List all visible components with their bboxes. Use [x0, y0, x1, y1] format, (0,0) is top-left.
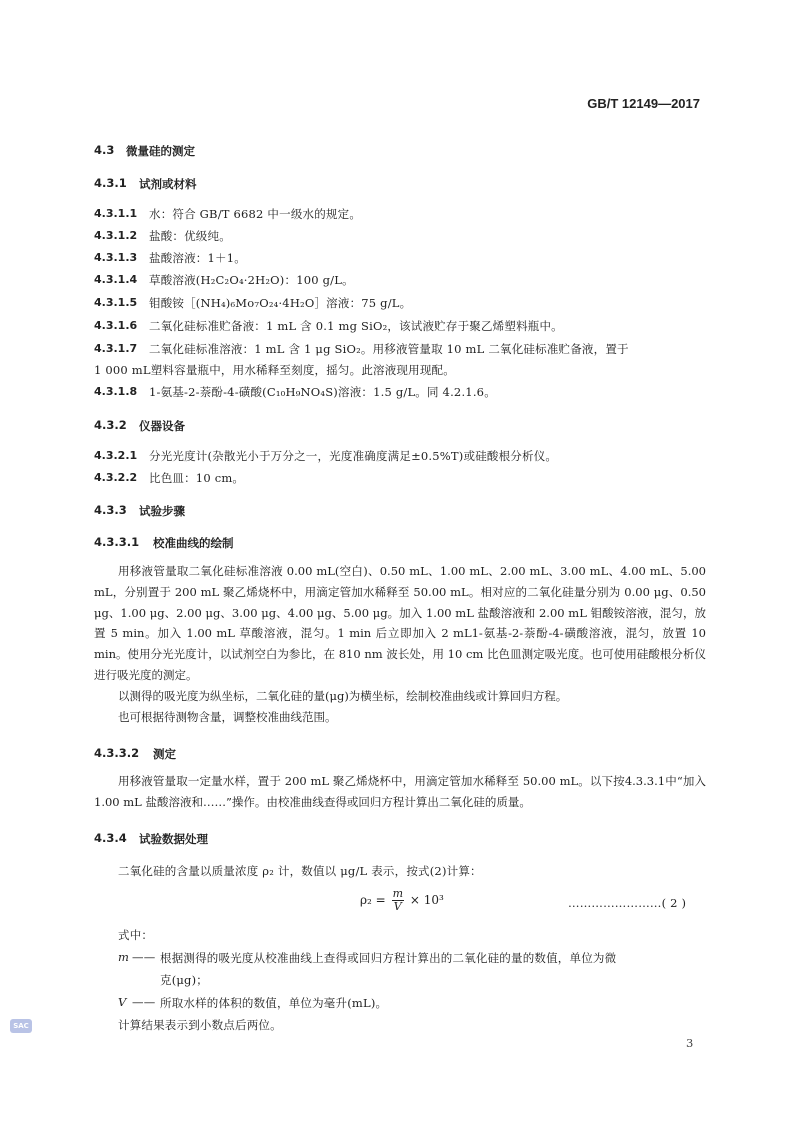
- clause-text: 水：符合 GB/T 6682 中一级水的规定。: [149, 207, 362, 221]
- paragraph-text: 用移液管量取二氧化硅标准溶液 0.00 mL(空白)、0.50 mL、1.00 mL、2.00 mL、3.00 mL、4.00 mL、5.00 mL，分别置于 200 mL 聚乙烯烧杯中，用滴定管加水稀释至 50.00 mL。相对应的二氧化硅量分别为 0.00 μg、0.50 μg、1.00 μg、2.00 μg、3.00 μg、4.00 μg、5.00 μg。加入 1.00 mL 盐酸溶液和 2.00 mL 钼酸铵溶液，混匀，放置 5 min。加入 1.00 mL 草酸溶液，混匀。1 min 后立即加入 2 mL1-氨基-2-萘酚-4-磺酸溶液，混匀，放置 10 min。使用分光光度计，以试剂空白为参比，在 810 nm 波长处，用 10 cm 比色皿测定吸光度。也可使用硅酸根分析仪进行吸光度的测定。: [94, 564, 706, 682]
- clause-text-continued: 1 000 mL塑料容量瓶中，用水稀释至刻度，摇匀。此溶液现用现配。: [94, 363, 455, 377]
- clause-text: 草酸溶液(H₂C₂O₄·2H₂O)：100 g/L。: [149, 273, 354, 287]
- section-4-3-1-number: 4.3.1: [94, 176, 127, 190]
- clause-number: 4.3.2.1: [94, 449, 138, 462]
- section-4-3-3-2-title: 测定: [153, 747, 176, 761]
- formula-fraction: [392, 888, 404, 913]
- section-4-3-3-2-number: 4.3.3.2: [94, 746, 140, 760]
- variable-symbol: m: [118, 950, 130, 964]
- formula-rhs: × 10³: [409, 893, 444, 907]
- variable-dash: ——: [132, 995, 156, 1009]
- section-4-3-3-1-title: 校准曲线的绘制: [153, 536, 234, 550]
- formula-numerator: m: [392, 887, 403, 900]
- clause-number: 4.3.1.4: [94, 273, 138, 286]
- sac-logo: SAC: [10, 1019, 32, 1033]
- where-label: 式中：: [118, 928, 154, 942]
- section-4-3-3-title: 试验步骤: [139, 504, 185, 518]
- clause-text: 钼酸铵［(NH₄)₆Mo₇O₂₄·4H₂O］溶液：75 g/L。: [149, 296, 412, 310]
- formula-lhs: ρ₂ =: [360, 893, 386, 907]
- variable-definition: 所取水样的体积的数值，单位为毫升(mL)。: [160, 996, 388, 1010]
- measurement-paragraph: [94, 771, 706, 813]
- clause-text: 分光光度计(杂散光小于万分之一，光度准确度满足±0.5%T)或硅酸根分析仪。: [149, 449, 558, 463]
- formula-2: [360, 888, 444, 913]
- section-4-3-number: 4.3: [94, 143, 115, 157]
- calibration-paragraph: [94, 561, 706, 727]
- result-precision-note: 计算结果表示到小数点后两位。: [118, 1018, 282, 1032]
- variable-symbol: V: [118, 995, 127, 1009]
- section-4-3-3-1-number: 4.3.3.1: [94, 535, 140, 549]
- variable-dash: ——: [132, 950, 156, 964]
- clause-number: 4.3.1.6: [94, 319, 138, 332]
- section-4-3-2-title: 仪器设备: [139, 419, 185, 433]
- clause-number: 4.3.1.2: [94, 229, 138, 242]
- clause-text: 比色皿：10 cm。: [149, 471, 245, 485]
- section-4-3-4-number: 4.3.4: [94, 831, 127, 845]
- section-4-3-1-title: 试剂或材料: [139, 177, 197, 191]
- variable-definition: 根据测得的吸光度从校准曲线上查得或回归方程计算出的二氧化硅的量的数值，单位为微: [160, 951, 617, 965]
- section-4-3-title: 微量硅的测定: [126, 144, 195, 158]
- paragraph-text: 也可根据待测物含量，调整校准曲线范围。: [118, 709, 337, 724]
- variable-definition-continued: 克(μg)；: [160, 973, 209, 987]
- clause-text: 二氧化硅标准贮备液：1 mL 含 0.1 mg SiO₂，该试液贮存于聚乙烯塑料瓶中。: [149, 319, 563, 333]
- clause-number: 4.3.1.1: [94, 207, 138, 220]
- calculation-intro: 二氧化硅的含量以质量浓度 ρ₂ 计，数值以 μg/L 表示，按式(2)计算：: [118, 864, 482, 878]
- clause-number: 4.3.1.7: [94, 342, 138, 355]
- page-number: 3: [686, 1036, 694, 1050]
- clause-text: 1-氨基-2-萘酚-4-磺酸(C₁₀H₉NO₄S)溶液：1.5 g/L。同 4.2.1.6。: [149, 385, 496, 399]
- clause-text: 二氧化硅标准溶液：1 mL 含 1 μg SiO₂。用移液管量取 10 mL 二氧化硅标准贮备液，置于: [149, 342, 629, 356]
- clause-number: 4.3.1.5: [94, 296, 138, 309]
- paragraph-text: 用移液管量取一定量水样，置于 200 mL 聚乙烯烧杯中，用滴定管加水稀释至 50.00 mL。以下按4.3.3.1中“加入 1.00 mL 盐酸溶液和……”操作。由校准曲线查得或回归方程计算出二氧化硅的质量。: [94, 774, 706, 809]
- clause-text: 盐酸溶液：1＋1。: [149, 251, 246, 265]
- clause-number: 4.3.1.8: [94, 385, 138, 398]
- clause-number: 4.3.1.3: [94, 251, 138, 264]
- paragraph-text: 以测得的吸光度为纵坐标，二氧化硅的量(μg)为横坐标，绘制校准曲线或计算回归方程。: [118, 688, 568, 703]
- section-4-3-3-number: 4.3.3: [94, 503, 127, 517]
- clause-text: 盐酸：优级纯。: [149, 229, 231, 243]
- formula-equation-number: ……………………( 2 ): [568, 896, 687, 910]
- section-4-3-4-title: 试验数据处理: [139, 832, 208, 846]
- formula-denominator: V: [393, 900, 402, 913]
- standard-code: GB/T 12149—2017: [587, 96, 700, 111]
- section-4-3-2-number: 4.3.2: [94, 418, 127, 432]
- clause-number: 4.3.2.2: [94, 471, 138, 484]
